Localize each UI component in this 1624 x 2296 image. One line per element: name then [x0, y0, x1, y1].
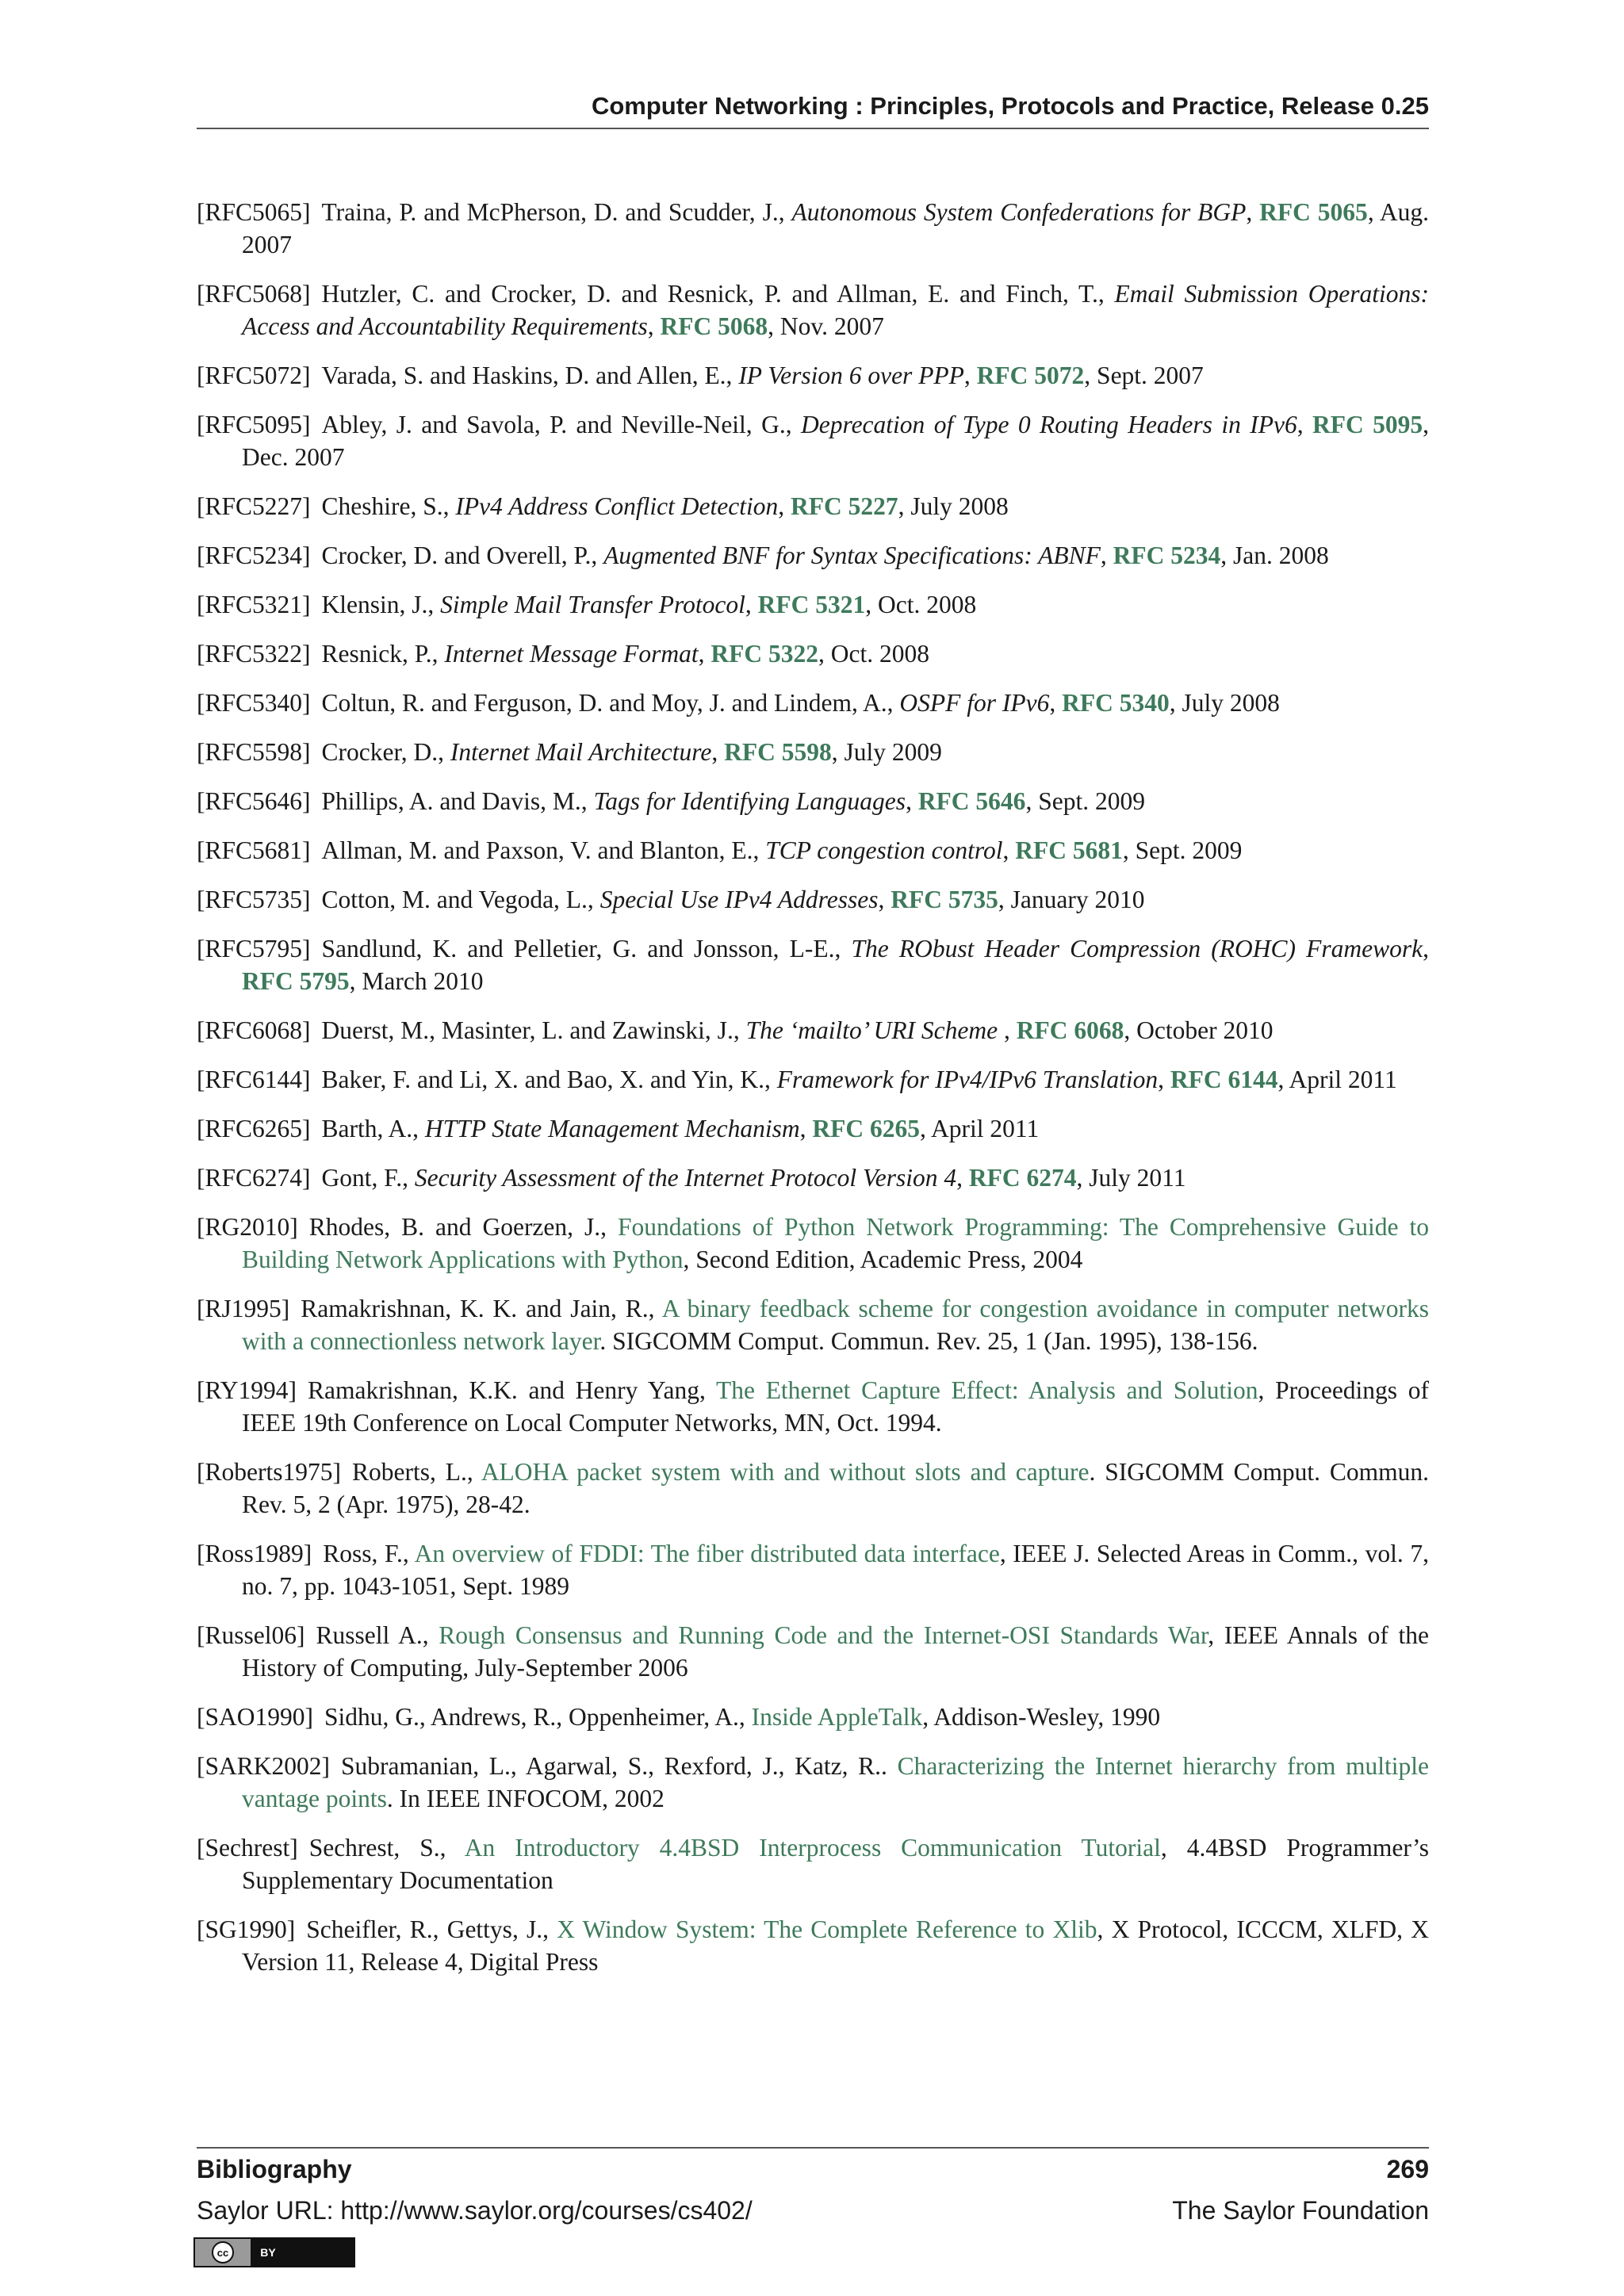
- bib-entry: [197, 1211, 1429, 1276]
- bib-entry: [197, 1014, 1429, 1047]
- rfc-link[interactable]: RFC 5227: [790, 492, 898, 520]
- publication-details: , October 2010: [1124, 1016, 1274, 1044]
- citation-key: [Sechrest]: [197, 1834, 298, 1862]
- running-header: Computer Networking : Principles, Protocols and Practice, Release 0.25: [591, 92, 1429, 120]
- authors: Roberts, L.,: [351, 1458, 481, 1486]
- bib-entry: [197, 834, 1429, 867]
- external-link[interactable]: X Window System: The Complete Reference to Xlib: [557, 1915, 1097, 1943]
- bib-entry: [197, 1374, 1429, 1439]
- authors: Cotton, M. and Vegoda, L.,: [321, 886, 600, 913]
- citation-key: [RJ1995]: [197, 1295, 290, 1322]
- publication-details: , July 2009: [831, 738, 942, 766]
- bib-entry: [197, 539, 1429, 572]
- separator: ,: [1049, 689, 1063, 717]
- publication-details: , Oct. 2008: [818, 640, 929, 668]
- publication-details: . SIGCOMM Comput. Commun. Rev. 5, 2 (Apr. 1975), 28-42.: [242, 1458, 1429, 1518]
- citation-key: [RFC6265]: [197, 1115, 311, 1142]
- publication-details: , 4.4BSD Programmer’s Supplementary Documentation: [242, 1834, 1429, 1894]
- authors: Sidhu, G., Andrews, R., Oppenheimer, A.,: [324, 1703, 752, 1731]
- citation-key: [RFC5735]: [197, 886, 311, 913]
- publication-details: , Sept. 2007: [1084, 362, 1204, 389]
- citation-key: [RFC5227]: [197, 492, 311, 520]
- authors: Russell A.,: [316, 1621, 439, 1649]
- bib-entry: [197, 196, 1429, 261]
- footer-section-title: Bibliography: [197, 2155, 352, 2183]
- publication-details: , X Protocol, ICCCM, XLFD, X Version 11, Release 4, Digital Press: [242, 1915, 1429, 1976]
- separator: ,: [799, 1115, 813, 1142]
- work-title: Autonomous System Confederations for BGP: [791, 198, 1247, 226]
- authors: Barth, A.,: [321, 1115, 425, 1142]
- authors: Crocker, D. and Overell, P.,: [321, 541, 604, 569]
- authors: Klensin, J.,: [321, 591, 441, 618]
- bib-entry: [197, 588, 1429, 621]
- rfc-link[interactable]: RFC 5735: [891, 886, 998, 913]
- separator: ,: [1297, 411, 1312, 438]
- bib-entry: [197, 687, 1429, 719]
- authors: Varada, S. and Haskins, D. and Allen, E.,: [321, 362, 739, 389]
- publication-details: , Jan. 2008: [1220, 541, 1329, 569]
- work-title: IPv4 Address Conflict Detection: [455, 492, 779, 520]
- publication-details: , Oct. 2008: [865, 591, 977, 618]
- saylor-foundation: The Saylor Foundation: [1172, 2196, 1429, 2225]
- publication-details: , March 2010: [349, 967, 484, 995]
- authors: Sechrest, S.,: [308, 1834, 465, 1862]
- publication-details: , Addison-Wesley, 1990: [922, 1703, 1161, 1731]
- header-rule: [197, 128, 1429, 129]
- work-title: Internet Mail Architecture: [450, 738, 712, 766]
- separator: ,: [1423, 935, 1429, 962]
- bib-entry: [197, 932, 1429, 997]
- work-title: Tags for Identifying Languages: [593, 787, 906, 815]
- separator: ,: [745, 591, 758, 618]
- footer-rule: [197, 2147, 1429, 2149]
- authors: Phillips, A. and Davis, M.,: [321, 787, 594, 815]
- separator: ,: [878, 886, 891, 913]
- rfc-link[interactable]: RFC 5795: [242, 967, 350, 995]
- work-title: Simple Mail Transfer Protocol: [440, 591, 745, 618]
- publication-details: . In IEEE INFOCOM, 2002: [386, 1785, 665, 1812]
- external-link[interactable]: A binary feedback scheme for congestion avoidance in computer networks with a connectionless network layer: [242, 1295, 1429, 1355]
- external-link[interactable]: An overview of FDDI: The fiber distributed data interface: [414, 1540, 1000, 1567]
- publication-details: , July 2008: [1169, 689, 1280, 717]
- bib-entry: [197, 359, 1429, 392]
- separator: ,: [1246, 198, 1260, 226]
- authors: Coltun, R. and Ferguson, D. and Moy, J. and Lindem, A.,: [321, 689, 900, 717]
- external-link[interactable]: Foundations of Python Network Programming: The Comprehensive Guide to Building Network Applications with Python: [242, 1213, 1429, 1273]
- citation-key: [RFC5598]: [197, 738, 311, 766]
- bib-entry: [197, 1750, 1429, 1815]
- separator: ,: [698, 640, 711, 668]
- authors: Crocker, D.,: [321, 738, 450, 766]
- separator: ,: [1002, 836, 1016, 864]
- bib-entry: [197, 637, 1429, 670]
- rfc-link[interactable]: RFC 5068: [660, 312, 768, 340]
- work-title: IP Version 6 over PPP: [738, 362, 964, 389]
- citation-key: [RFC5095]: [197, 411, 311, 438]
- citation-key: [RFC5681]: [197, 836, 311, 864]
- rfc-link[interactable]: RFC 5072: [976, 362, 1085, 389]
- citation-key: [Russel06]: [197, 1621, 305, 1649]
- work-title: Email Submission Operations: Access and Accountability Requirements: [242, 280, 1429, 340]
- work-title: Deprecation of Type 0 Routing Headers in IPv6: [801, 411, 1297, 438]
- citation-key: [RY1994]: [197, 1376, 297, 1404]
- bib-entry: [197, 1063, 1429, 1096]
- bib-entry: [197, 408, 1429, 473]
- authors: Duerst, M., Masinter, L. and Zawinski, J.,: [321, 1016, 746, 1044]
- citation-key: [Ross1989]: [197, 1540, 312, 1567]
- authors: Sandlund, K. and Pelletier, G. and Jonsson, L-E.,: [321, 935, 852, 962]
- external-link[interactable]: Rough Consensus and Running Code and the Internet-OSI Standards War: [439, 1621, 1208, 1649]
- bib-entry: [197, 1831, 1429, 1896]
- rfc-link[interactable]: RFC 5322: [710, 640, 818, 668]
- citation-key: [SARK2002]: [197, 1752, 331, 1780]
- publication-details: , Second Edition, Academic Press, 2004: [683, 1246, 1083, 1273]
- bib-entry: [197, 1161, 1429, 1194]
- external-link[interactable]: An Introductory 4.4BSD Interprocess Communication Tutorial: [464, 1834, 1161, 1862]
- citation-key: [RFC5322]: [197, 640, 311, 668]
- publication-details: , Sept. 2009: [1122, 836, 1243, 864]
- publication-details: , Sept. 2009: [1025, 787, 1145, 815]
- citation-key: [RFC6274]: [197, 1164, 311, 1192]
- rfc-link[interactable]: RFC 6068: [1016, 1016, 1124, 1044]
- publication-details: . SIGCOMM Comput. Commun. Rev. 25, 1 (Jan. 1995), 138-156.: [599, 1327, 1258, 1355]
- separator: ,: [956, 1164, 969, 1192]
- bib-entry: [197, 1456, 1429, 1521]
- work-title: Augmented BNF for Syntax Specifications: ABNF: [603, 541, 1101, 569]
- bib-entry: [197, 1537, 1429, 1602]
- citation-key: [RFC5795]: [197, 935, 311, 962]
- separator: ,: [998, 1016, 1017, 1044]
- saylor-url[interactable]: Saylor URL: http://www.saylor.org/courses/cs402/: [197, 2196, 753, 2225]
- authors: Ramakrishnan, K. K. and Jain, R.,: [301, 1295, 662, 1322]
- citation-key: [RFC5340]: [197, 689, 311, 717]
- rfc-link[interactable]: RFC 6274: [968, 1164, 1077, 1192]
- work-title: HTTP State Management Mechanism: [424, 1115, 800, 1142]
- authors: Cheshire, S.,: [321, 492, 456, 520]
- separator: ,: [1100, 541, 1113, 569]
- rfc-link[interactable]: RFC 5065: [1259, 198, 1368, 226]
- work-title: Security Assessment of the Internet Protocol Version 4: [414, 1164, 957, 1192]
- authors: Ross, F.,: [323, 1540, 415, 1567]
- external-link[interactable]: Inside AppleTalk: [751, 1703, 923, 1731]
- page-number: 269: [1386, 2155, 1429, 2183]
- authors: Traina, P. and McPherson, D. and Scudder, J.,: [321, 198, 792, 226]
- authors: Rhodes, B. and Goerzen, J.,: [308, 1213, 619, 1241]
- work-title: TCP congestion control: [765, 836, 1003, 864]
- rfc-link[interactable]: RFC 5321: [757, 591, 866, 618]
- publication-details: , IEEE J. Selected Areas in Comm., vol. 7, no. 7, pp. 1043-1051, Sept. 1989: [242, 1540, 1429, 1600]
- citation-key: [RFC6068]: [197, 1016, 311, 1044]
- bib-entry: [197, 1292, 1429, 1357]
- bib-entry: [197, 1619, 1429, 1684]
- bib-entry: [197, 1112, 1429, 1145]
- authors: Gont, F.,: [321, 1164, 415, 1192]
- bib-entry: [197, 1913, 1429, 1978]
- separator: ,: [1158, 1066, 1170, 1093]
- authors: Scheifler, R., Gettys, J.,: [306, 1915, 557, 1943]
- authors: Subramanian, L., Agarwal, S., Rexford, J., Katz, R..: [341, 1752, 898, 1780]
- publication-details: , Proceedings of IEEE 19th Conference on Local Computer Networks, MN, Oct. 1994.: [242, 1376, 1429, 1437]
- creative-commons-by-icon[interactable]: [193, 2237, 355, 2267]
- work-title: Special Use IPv4 Addresses: [599, 886, 879, 913]
- bib-entry: [197, 736, 1429, 768]
- rfc-link[interactable]: RFC 6144: [1170, 1066, 1278, 1093]
- rfc-link[interactable]: RFC 5095: [1312, 411, 1423, 438]
- publication-details: , Nov. 2007: [768, 312, 884, 340]
- publication-details: , Aug. 2007: [242, 198, 1429, 258]
- publication-details: , April 2011: [920, 1115, 1040, 1142]
- authors: Baker, F. and Li, X. and Bao, X. and Yin, K.,: [321, 1066, 777, 1093]
- rfc-link[interactable]: RFC 5681: [1015, 836, 1123, 864]
- publication-details: , July 2011: [1076, 1164, 1186, 1192]
- external-link[interactable]: Characterizing the Internet hierarchy from multiple vantage points: [242, 1752, 1429, 1812]
- rfc-link[interactable]: RFC 6265: [812, 1115, 921, 1142]
- work-title: The ‘mailto’ URI Scheme: [745, 1016, 998, 1044]
- citation-key: [RFC5234]: [197, 541, 311, 569]
- publication-details: , Dec. 2007: [242, 411, 1430, 471]
- rfc-link[interactable]: RFC 5646: [917, 787, 1026, 815]
- bib-entry: [197, 490, 1429, 522]
- separator: ,: [711, 738, 725, 766]
- authors: Allman, M. and Paxson, V. and Blanton, E.,: [321, 836, 766, 864]
- separator: ,: [647, 312, 661, 340]
- work-title: OSPF for IPv6: [899, 689, 1050, 717]
- authors: Abley, J. and Savola, P. and Neville-Neil, G.,: [321, 411, 801, 438]
- bib-entry: [197, 785, 1429, 817]
- bibliography-list: [197, 196, 1429, 1995]
- bib-entry: [197, 883, 1429, 916]
- citation-key: [RFC6144]: [197, 1066, 311, 1093]
- citation-key: [RFC5072]: [197, 362, 311, 389]
- citation-key: [RFC5646]: [197, 787, 311, 815]
- separator: ,: [963, 362, 977, 389]
- authors: Ramakrishnan, K.K. and Henry Yang,: [308, 1376, 717, 1404]
- citation-key: [RFC5068]: [197, 280, 311, 308]
- citation-key: [RG2010]: [197, 1213, 298, 1241]
- publication-details: , January 2010: [998, 886, 1145, 913]
- bib-entry: [197, 277, 1429, 342]
- citation-key: [RFC5321]: [197, 591, 311, 618]
- external-link[interactable]: The Ethernet Capture Effect: Analysis and Solution: [716, 1376, 1258, 1404]
- bib-entry: [197, 1701, 1429, 1733]
- rfc-link[interactable]: RFC 5340: [1062, 689, 1170, 717]
- authors: Hutzler, C. and Crocker, D. and Resnick, P. and Allman, E. and Finch, T.,: [321, 280, 1115, 308]
- authors: Resnick, P.,: [321, 640, 445, 668]
- citation-key: [Roberts1975]: [197, 1458, 341, 1486]
- work-title: Framework for IPv4/IPv6 Translation: [776, 1066, 1159, 1093]
- work-title: The RObust Header Compression (ROHC) Framework: [851, 935, 1423, 962]
- citation-key: [SAO1990]: [197, 1703, 313, 1731]
- publication-details: , July 2008: [898, 492, 1009, 520]
- publication-details: , April 2011: [1277, 1066, 1397, 1093]
- rfc-link[interactable]: RFC 5598: [724, 738, 832, 766]
- rfc-link[interactable]: RFC 5234: [1113, 541, 1221, 569]
- publication-details: , IEEE Annals of the History of Computing, July-September 2006: [242, 1621, 1429, 1682]
- cc-by-label: BY: [260, 2246, 276, 2259]
- cc-circle: cc: [212, 2241, 234, 2263]
- separator: ,: [906, 787, 918, 815]
- work-title: Internet Message Format: [444, 640, 699, 668]
- citation-key: [SG1990]: [197, 1915, 296, 1943]
- external-link[interactable]: ALOHA packet system with and without slots and capture: [481, 1458, 1090, 1486]
- separator: ,: [778, 492, 791, 520]
- citation-key: [RFC5065]: [197, 198, 311, 226]
